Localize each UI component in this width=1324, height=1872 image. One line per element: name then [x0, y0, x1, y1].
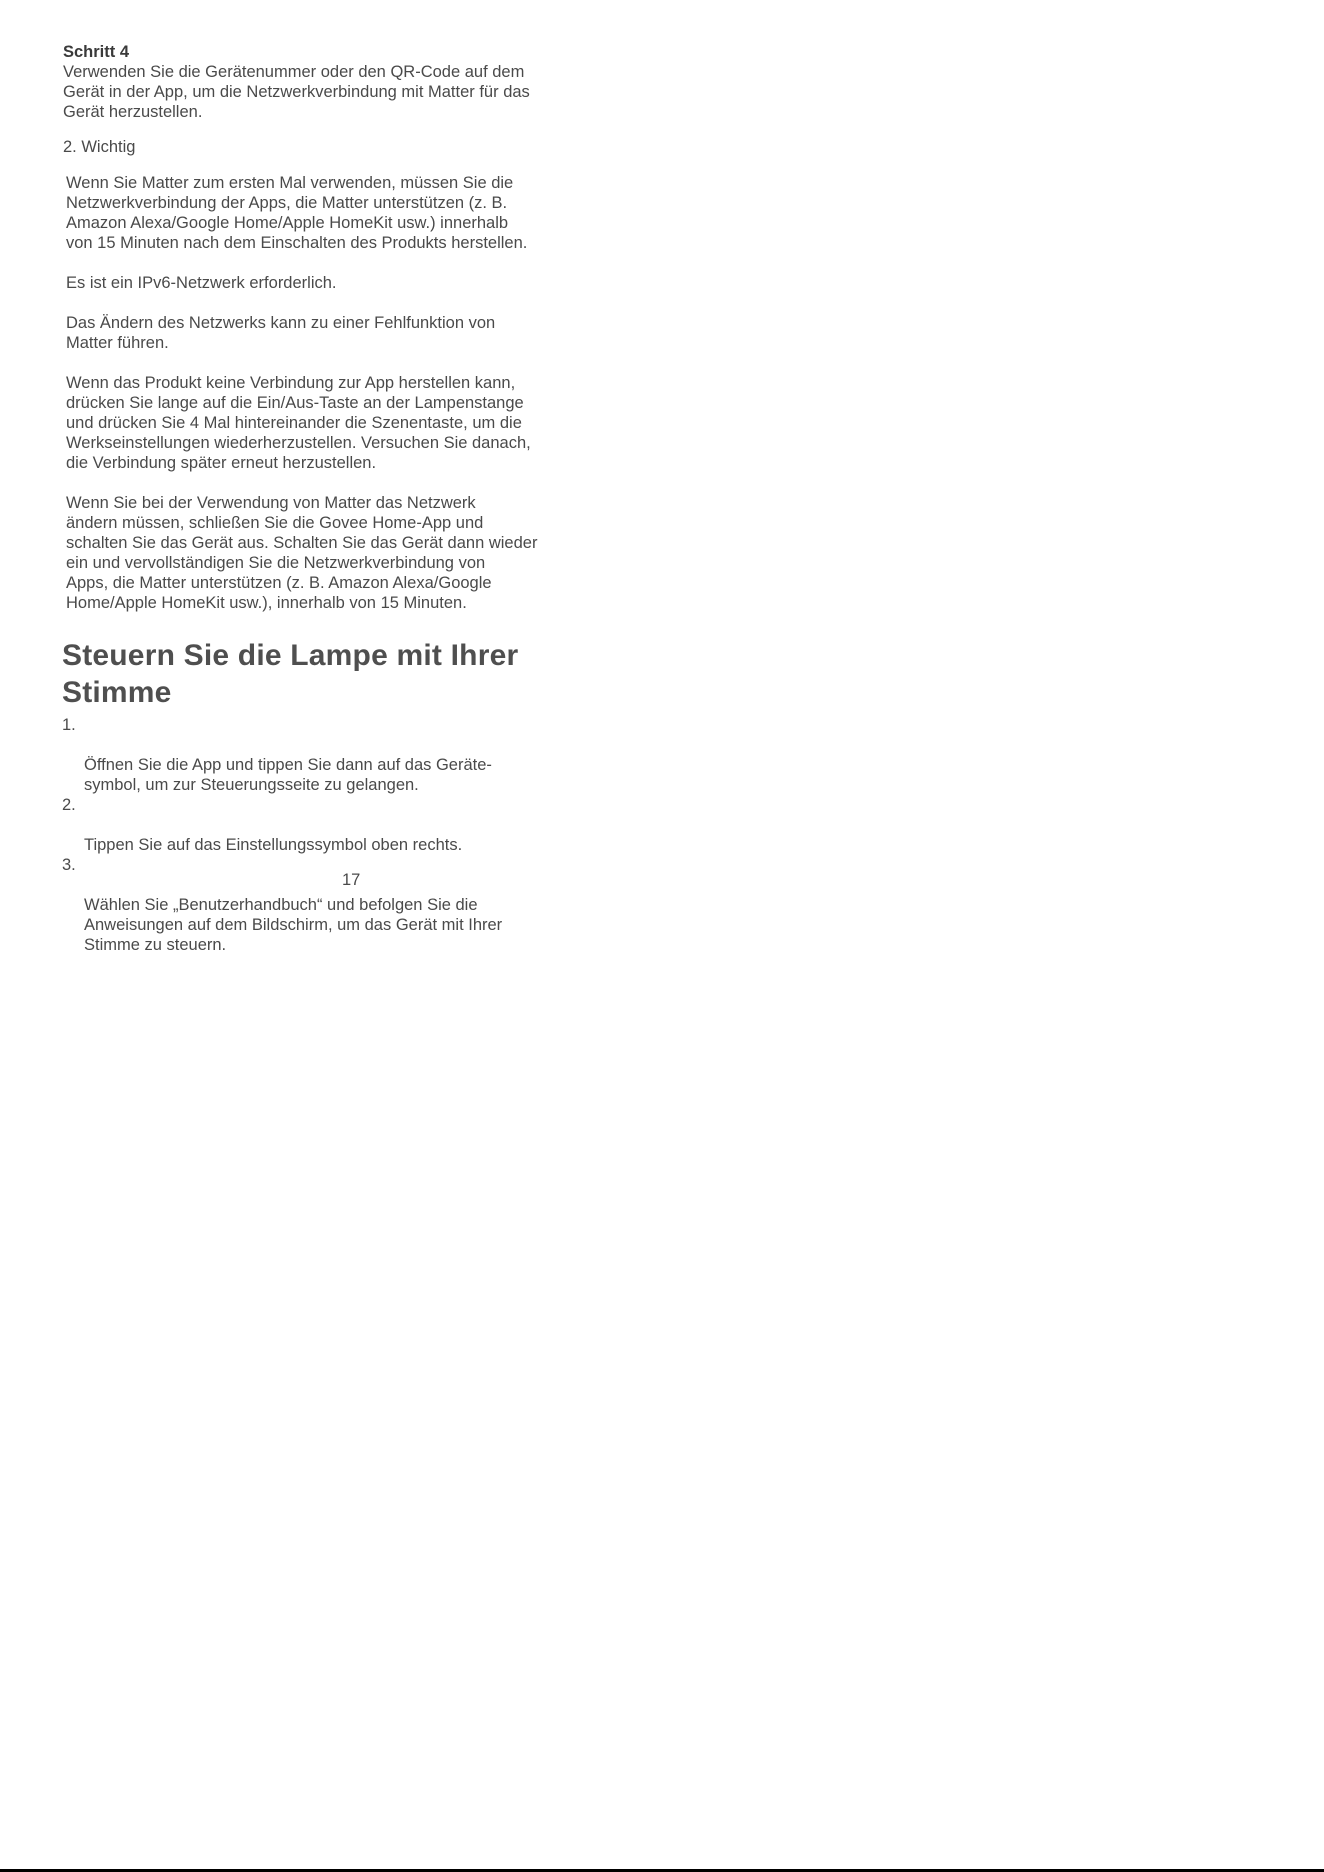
voice-control-heading: Steuern Sie die Lampe mit Ihrer Stimme [62, 639, 519, 709]
important-label: 2. Wichtig [63, 138, 136, 156]
page-number: 17 [342, 871, 361, 889]
step-number: 2. [62, 796, 76, 814]
list-item [62, 795, 662, 855]
step-4-title: Schritt 4 [63, 43, 130, 61]
list-item [62, 855, 662, 955]
voice-control-steps [62, 715, 662, 955]
list-item [62, 715, 662, 795]
step-4-block [63, 42, 663, 122]
note-change-network-procedure: Wenn Sie bei der Verwendung von Matter das Netzwerk ändern müssen, schließen Sie die Govee Home-App und schalten Sie das Gerät aus. Schalten Sie das Gerät dann wieder ein und vervollständigen Sie die Netzwerkverbindung von Apps, die Matter unterstützen (z. B. Amazon Alexa/Google Home/Apple HomeKit usw.), innerhalb von 15 Minuten. [66, 494, 538, 612]
step-number: 1. [62, 716, 76, 734]
step-text: Öffnen Sie die App und tippen Sie dann auf das Geräte- symbol, um zur Steuerungsseite zu gelangen. [84, 756, 492, 794]
step-number: 3. [62, 856, 76, 874]
step-4-text: Verwenden Sie die Gerätenummer oder den QR-Code auf dem Gerät in der App, um die Netzwerkverbindung mit Matter für das Gerät herzustellen. [63, 63, 530, 121]
note-network-change: Das Ändern des Netzwerks kann zu einer Fehlfunktion von Matter führen. [66, 314, 496, 352]
important-notes [66, 173, 666, 633]
note-ipv6: Es ist ein IPv6-Netzwerk erforderlich. [66, 274, 337, 292]
note-reset: Wenn das Produkt keine Verbindung zur App herstellen kann, drücken Sie lange auf die Ein/Aus-Taste an der Lampenstange und drücken Sie 4 Mal hintereinander die Szenentaste, um die Werkseinstellungen wiederherzustellen. Versuchen Sie danach, die Verbindung später erneut herzustellen. [66, 374, 531, 472]
note-first-use: Wenn Sie Matter zum ersten Mal verwenden, müssen Sie die Netzwerkverbindung der Apps, die Matter unterstützen (z. B. Amazon Alexa/Google Home/Apple HomeKit usw.) innerhalb von 15 Minuten nach dem Einschalten des Produkts herstellen. [66, 174, 528, 252]
step-text: Tippen Sie auf das Einstellungssymbol oben rechts. [84, 836, 463, 854]
step-text: Wählen Sie „Benutzerhandbuch“ und befolgen Sie die Anweisungen auf dem Bildschirm, um das Gerät mit Ihrer Stimme zu steuern. [84, 896, 503, 954]
